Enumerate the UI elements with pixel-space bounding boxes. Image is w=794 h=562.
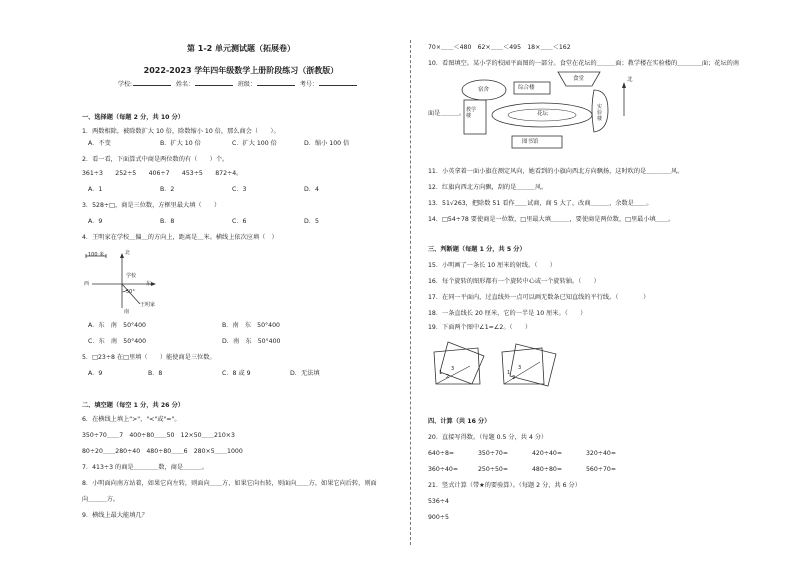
q16-text: 16．每个旋转的图形都有一个旋转中心或一个旋转轴。（ ） [428, 278, 600, 285]
q8-text: 8．小明面向南方站着，如果它向左转，则面向＿＿方，如果它向右转，则面向＿＿方，如果它向后转，则面 [82, 480, 377, 487]
fig1-label-1: 1 [439, 370, 443, 376]
q4-option-c[interactable]: C．东 南 50°400 [88, 338, 147, 345]
q14-text: 14．□54÷78 要使商是一位数，□里最大填＿＿＿，要使商是两位数，□里最小填＿＿。 [428, 216, 675, 223]
q15-text: 15．小明画了一条长 10 厘米的射线。（ ） [428, 262, 556, 269]
q1-option-a[interactable]: A．不变 [88, 140, 111, 147]
name-blank[interactable] [195, 85, 233, 86]
q11-text: 11．小英拿着一面小旗在测定风向，她看到的小旗向西北方向飘扬，这时吹的是＿＿＿＿风。 [428, 168, 684, 175]
scale-label: 100 米 [88, 252, 105, 258]
q21-b[interactable]: 900÷5 [428, 514, 449, 521]
q5-option-c[interactable]: C．8 或 9 [222, 370, 251, 377]
north-label: 北 [125, 250, 131, 256]
q19-text: 19．下面两个图中∠1=∠2。（ ） [428, 324, 532, 331]
field-id: 考号： [299, 81, 318, 88]
q6-row2: 80÷20＿＿280÷40 480÷80＿＿6 280×5＿＿1000 [82, 448, 243, 455]
q20-text: 20．直接写得数。（每题 0.5 分，共 4 分） [428, 434, 548, 441]
q2-option-a[interactable]: A．1 [88, 186, 103, 193]
fig1-label-2: 2 [446, 374, 450, 380]
q10-text-cont: 面是＿＿＿。 [428, 110, 466, 117]
q20-r1-1[interactable]: 640÷8= [428, 450, 455, 457]
q3-text: 3．528÷□，商是三位数，方框里最大填（ ） [82, 202, 221, 209]
q3-option-b[interactable]: B．8 [160, 218, 175, 225]
fig1-label-3: 3 [451, 366, 455, 372]
q20-r1-2[interactable]: 350÷70= [478, 450, 509, 457]
q1-option-c[interactable]: C．扩大 100 倍 [232, 140, 277, 147]
map-office: 综合楼 [518, 85, 535, 91]
q6-text: 6．在横线上填上">"、"<"或"="。 [82, 416, 181, 423]
map-dorm: 宿舍 [478, 87, 490, 93]
q2-option-c[interactable]: C．3 [232, 186, 247, 193]
q4-option-b[interactable]: B．南 东 50°400 [222, 322, 280, 329]
fig2-label-1: 1 [507, 370, 511, 376]
section3-heading: 三、判断题（每题 1 分，共 5 分） [428, 246, 526, 253]
q10-text: 10．看图填空。某小学的校园平面图的一部分。食堂在花坛的＿＿＿面；教学楼在实验楼的＿＿＿＿面；花坛的南 [428, 60, 740, 67]
q1-text: 1．两数相除，被除数扩大 10 倍，除数缩小 10 倍，那么商会（ ）。 [82, 128, 280, 135]
map-library: 图书馆 [522, 139, 539, 145]
q17-text: 17．在同一平面内，过直线外一点可以画无数条已知直线的平行线。（ ） [428, 294, 650, 301]
id-blank[interactable] [319, 85, 357, 86]
q5-option-d[interactable]: D．无法填 [290, 370, 320, 377]
map-canteen: 食堂 [573, 76, 585, 82]
q20-r1-4[interactable]: 320÷40= [586, 450, 617, 457]
q5-option-a[interactable]: A．9 [88, 370, 103, 377]
q7-text: 7．413÷3 的商是＿＿＿＿数，商是＿＿＿。 [82, 464, 208, 471]
q12-text: 12．红旗向西北方向飘，刮的是＿＿＿风。 [428, 184, 548, 191]
q1-option-b[interactable]: B．扩大 10 倍 [160, 140, 201, 147]
q2-text: 2．看一看，下面算式中商是两位数的有（ ）个。 [82, 156, 229, 163]
map-north: 北 [627, 77, 633, 83]
q3-option-a[interactable]: A．9 [88, 218, 103, 225]
field-name: 姓名： [175, 81, 194, 88]
q13-text: 13．51√263，把除数 51 看作＿＿试商，商 5 大了，改商＿＿＿，余数是＿＿。 [428, 200, 653, 207]
q20-r1-3[interactable]: 420÷40= [532, 450, 563, 457]
section4-heading: 四、计算（共 16 分） [428, 418, 491, 425]
west-label: 西 [84, 281, 90, 287]
q3-option-d[interactable]: D．5 [304, 218, 319, 225]
map-garden: 花坛 [537, 111, 549, 117]
campus-map [458, 70, 638, 166]
q5-text: 5．□23÷8 在□里填（ ）能使商是三位数。 [82, 354, 216, 361]
section1-heading: 一、选择题（每题 2 分，共 10 分） [82, 114, 184, 121]
student-info-fields [118, 82, 360, 89]
school-label: 学校 [126, 273, 137, 279]
q5-option-b[interactable]: B．8 [148, 370, 163, 377]
fig2-label-2: 2 [512, 375, 516, 381]
q20-r2-3[interactable]: 480÷80= [532, 466, 563, 473]
class-blank[interactable] [257, 85, 295, 86]
map-lab-building: 实验楼 [597, 104, 603, 122]
angle-label: 50° [126, 289, 135, 295]
q4-option-a[interactable]: A．东 南 50°400 [88, 322, 146, 329]
exam-title: 第 1-2 单元测试题（拓展卷） [186, 44, 296, 53]
q1-option-d[interactable]: D．缩小 100 倍 [304, 140, 350, 147]
q20-r2-2[interactable]: 250÷50= [478, 466, 509, 473]
school-blank[interactable] [133, 85, 171, 86]
east-label: 东 [146, 281, 152, 287]
q2-option-b[interactable]: B．2 [160, 186, 175, 193]
field-school: 学校: [118, 81, 133, 88]
q6-row1: 350÷70＿＿7 400÷80＿＿50 12×50＿＿210×3 [82, 432, 235, 439]
q9-row: 70×＿＿＜480 62×＿＿＜495 18×＿＿＜162 [428, 44, 571, 51]
q2-option-d[interactable]: D．4 [304, 186, 319, 193]
exam-subtitle: 2022-2023 学年四年级数学上册阶段练习（浙教版） [143, 66, 339, 75]
q21-text: 21．竖式计算（带★的要验算）。（每题 2 分，共 6 分） [428, 482, 581, 489]
q9-text: 9．横线上最大能填几？ [82, 512, 148, 519]
q3-option-c[interactable]: C．6 [232, 218, 247, 225]
section2-heading: 二、填空题（每空 1 分，共 26 分） [82, 402, 184, 409]
q8-text-cont: 向＿＿＿方。 [82, 496, 120, 503]
map-teaching-building: 教学楼 [466, 107, 477, 119]
column-divider [410, 40, 411, 545]
home-label: 王明家 [140, 302, 156, 308]
q20-r2-1[interactable]: 360÷40= [428, 466, 459, 473]
q18-text: 18．一条直线长 20 厘米，它的一半是 10 厘米。（ ） [428, 310, 587, 317]
q20-r2-4[interactable]: 560÷70= [586, 466, 617, 473]
q21-a[interactable]: 536÷4 [428, 498, 449, 505]
q2-expressions: 361÷3 252÷5 406÷7 453÷5 872÷4。 [82, 170, 243, 177]
q4-text: 4．王明家在学校＿偏＿的方向上，距离是＿米。横线上依次应填（ ） [82, 234, 278, 241]
south-label: 南 [124, 309, 130, 315]
fig2-label-3: 3 [518, 365, 522, 371]
field-class: 班级： [237, 81, 256, 88]
q19-angle-figures [430, 338, 570, 390]
q4-option-d[interactable]: D．南 东 50°400 [222, 338, 281, 345]
